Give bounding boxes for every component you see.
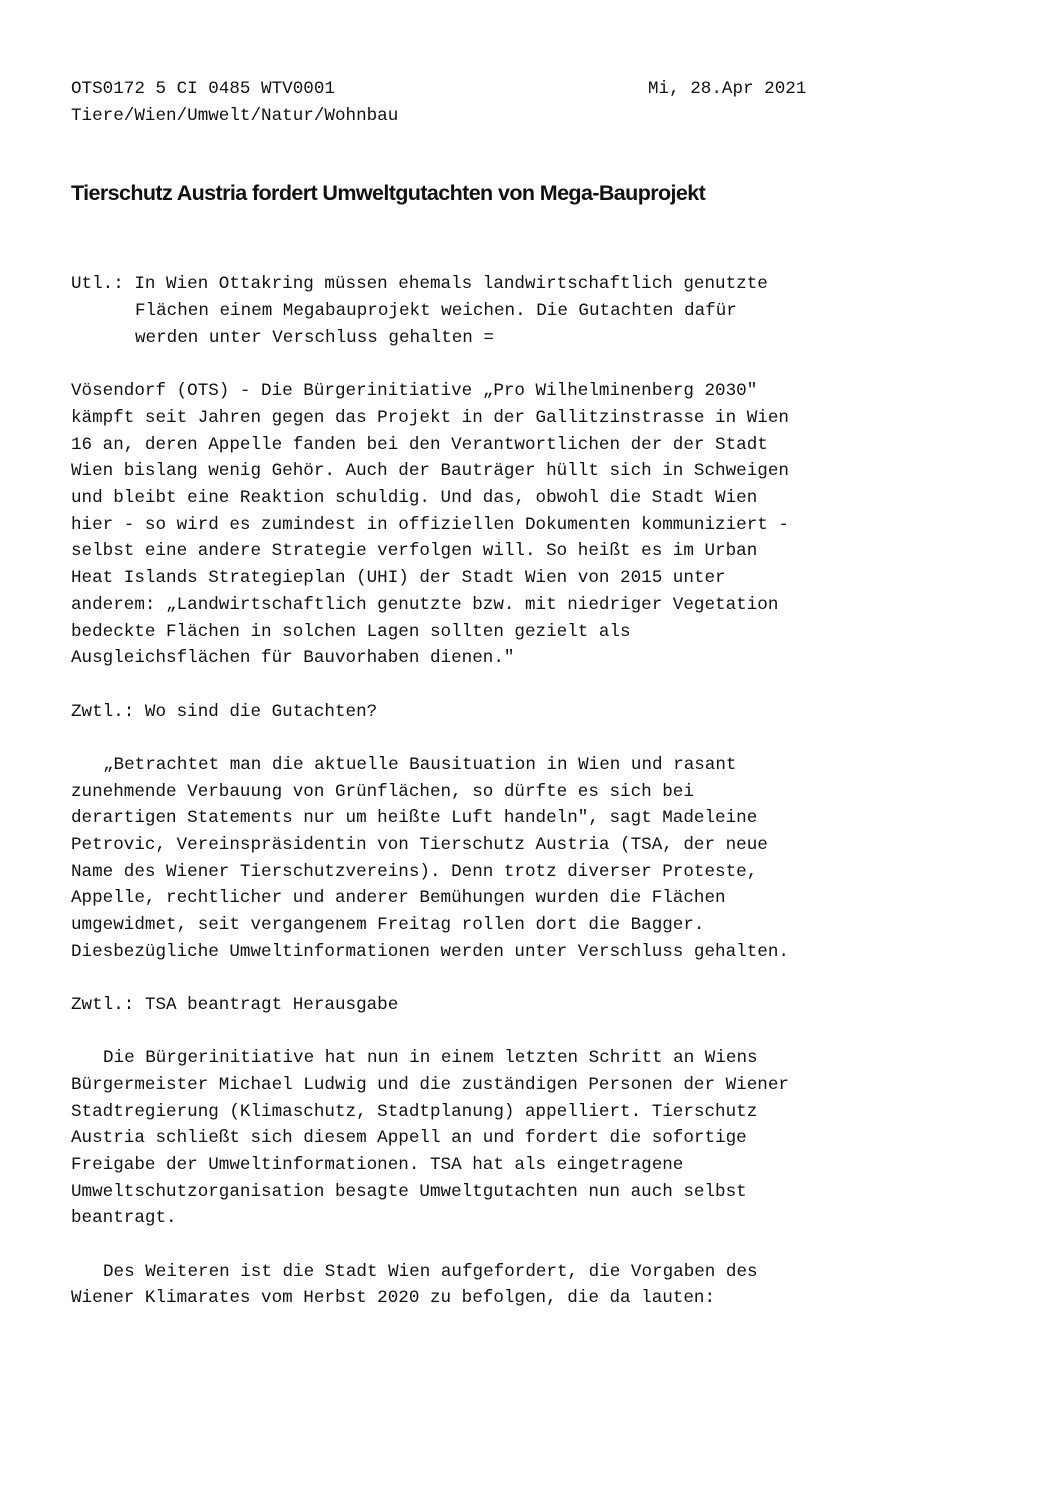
section2-line: Freigabe der Umweltinformationen. TSA hat als eingetragene <box>71 1155 684 1175</box>
section2-line: Stadtregierung (Klimaschutz, Stadtplanung) appelliert. Tierschutz <box>71 1102 758 1122</box>
keywords: Tiere/Wien/Umwelt/Natur/Wohnbau <box>71 106 399 126</box>
intro-line: kämpft seit Jahren gegen das Projekt in der Gallitzinstrasse in Wien <box>71 408 789 428</box>
intro-line: Vösendorf (OTS) - Die Bürgerinitiative „Pro Wilhelminenberg 2030" <box>71 381 758 401</box>
section-heading: Zwtl.: TSA beantragt Herausgabe <box>71 995 399 1015</box>
intro-line: bedeckte Flächen in solchen Lagen sollten gezielt als <box>71 622 631 642</box>
ots-code: OTS0172 5 CI 0485 WTV0001 <box>71 79 335 99</box>
section1-line: „Betrachtet man die aktuelle Bausituation in Wien und rasant <box>103 755 737 775</box>
section3-line: Wiener Klimarates vom Herbst 2020 zu befolgen, die da lauten: <box>71 1288 716 1308</box>
section2-line: Austria schließt sich diesem Appell an und fordert die sofortige <box>71 1128 747 1148</box>
headline: Tierschutz Austria fordert Umweltgutachten von Mega-Bauprojekt <box>71 181 706 205</box>
intro-line: Heat Islands Strategieplan (UHI) der Stadt Wien von 2015 unter <box>71 568 726 588</box>
subtitle-line: Flächen einem Megabauprojekt weichen. Die Gutachten dafür <box>135 301 737 321</box>
section3-line: Des Weiteren ist die Stadt Wien aufgefordert, die Vorgaben des <box>103 1262 758 1282</box>
intro-line: hier - so wird es zumindest in offiziellen Dokumenten kommuniziert - <box>71 515 789 535</box>
section-heading: Zwtl.: Wo sind die Gutachten? <box>71 702 378 722</box>
intro-line: selbst eine andere Strategie verfolgen will. So heißt es im Urban <box>71 541 758 561</box>
intro-line: Wien bislang wenig Gehör. Auch der Bauträger hüllt sich in Schweigen <box>71 461 789 481</box>
section1-line: Appelle, rechtlicher und anderer Bemühungen wurden die Flächen <box>71 888 726 908</box>
section2-line: Bürgermeister Michael Ludwig und die zuständigen Personen der Wiener <box>71 1075 789 1095</box>
section1-line: Name des Wiener Tierschutzvereins). Denn trotz diverser Proteste, <box>71 862 758 882</box>
subtitle-line: Utl.: In Wien Ottakring müssen ehemals landwirtschaftlich genutzte <box>71 274 768 294</box>
section1-line: umgewidmet, seit vergangenem Freitag rollen dort die Bagger. <box>71 915 705 935</box>
release-date: Mi, 28.Apr 2021 <box>648 79 807 99</box>
section2-line: Die Bürgerinitiative hat nun in einem letzten Schritt an Wiens <box>103 1048 758 1068</box>
section1-line: Petrovic, Vereinspräsidentin von Tierschutz Austria (TSA, der neue <box>71 835 768 855</box>
section1-line: zunehmende Verbauung von Grünflächen, so dürfte es sich bei <box>71 782 694 802</box>
section2-line: Umweltschutzorganisation besagte Umweltgutachten nun auch selbst <box>71 1182 747 1202</box>
intro-line: 16 an, deren Appelle fanden bei den Verantwortlichen der der Stadt <box>71 435 768 455</box>
section1-line: Diesbezügliche Umweltinformationen werden unter Verschluss gehalten. <box>71 942 789 962</box>
subtitle-line: werden unter Verschluss gehalten = <box>135 328 494 348</box>
intro-line: Ausgleichsflächen für Bauvorhaben dienen." <box>71 648 515 668</box>
intro-line: anderem: „Landwirtschaftlich genutzte bzw. mit niedriger Vegetation <box>71 595 779 615</box>
section1-line: derartigen Statements nur um heißte Luft handeln", sagt Madeleine <box>71 808 758 828</box>
section2-line: beantragt. <box>71 1208 177 1228</box>
intro-line: und bleibt eine Reaktion schuldig. Und das, obwohl die Stadt Wien <box>71 488 758 508</box>
